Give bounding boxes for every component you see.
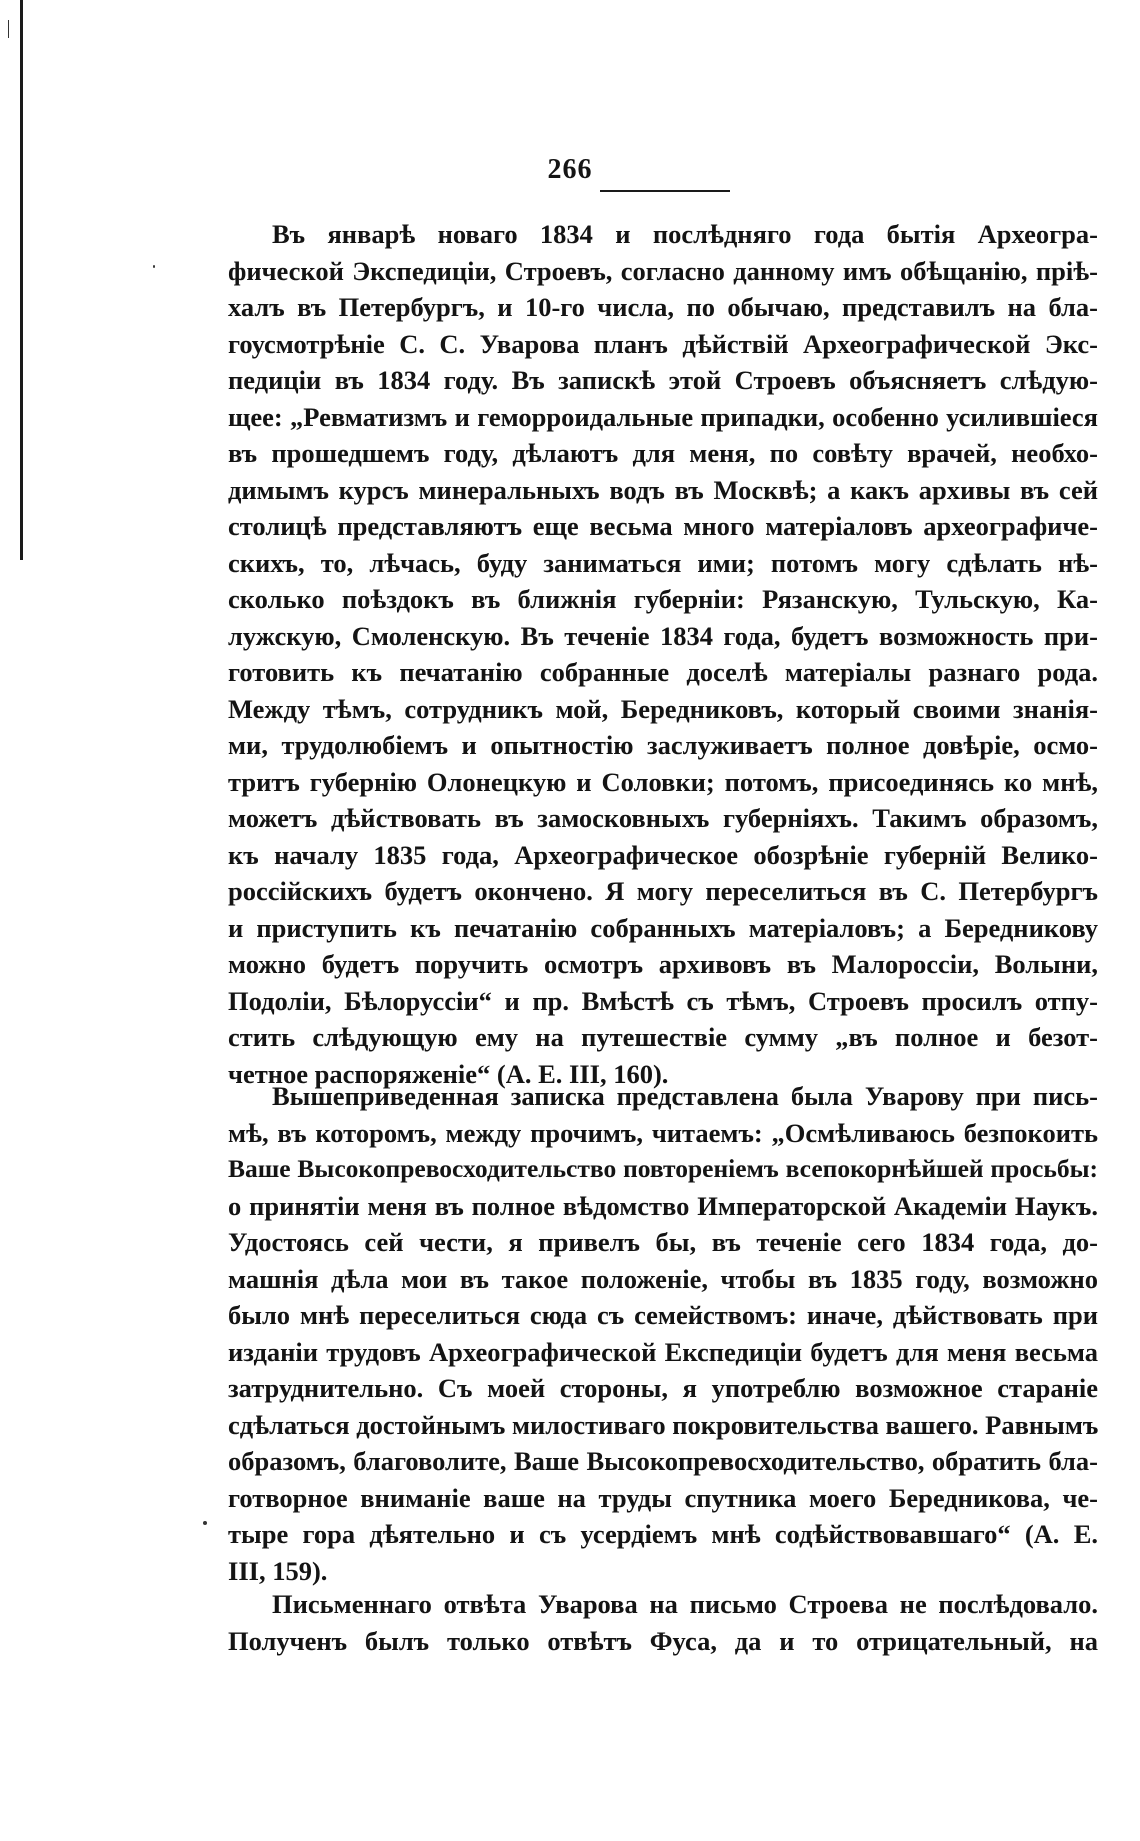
text-line: III, 159).: [228, 1555, 328, 1586]
text-line: педиціи въ 1834 году. Въ запискѣ этой Строевъ объясняетъ слѣдую-: [228, 365, 1098, 395]
scan-edge-rule: [20, 0, 23, 560]
paragraph-3: [228, 1586, 1098, 1659]
text-line: можно будетъ поручить осмотръ архивовъ въ Малороссіи, Волыни,: [228, 949, 1098, 979]
text-line: стить слѣдующую ему на путешествіе сумму „въ полное и безот-: [228, 1022, 1098, 1052]
page-number: 266: [547, 154, 593, 185]
text-line: изданіи трудовъ Археографической Експедиціи будетъ для меня весьма: [228, 1336, 1098, 1367]
text-line: Удостоясь сей чести, я привелъ бы, въ теченіе сего 1834 года, до-: [228, 1227, 1098, 1257]
text-line: Въ январѣ новаго 1834 и послѣдняго года бытія Археогра-: [272, 219, 1098, 249]
text-line: о принятіи меня въ полное вѣдомство Императорской Академіи Наукъ.: [228, 1190, 1098, 1221]
text-line: машнія дѣла мои въ такое положеніе, чтобы въ 1835 году, возможно: [228, 1263, 1098, 1294]
text-line: столицѣ представляютъ еще весьма много матеріаловъ археографиче-: [228, 511, 1098, 541]
text-line: скихъ, то, лѣчась, буду заниматься ими; потомъ могу сдѣлать нѣ-: [228, 547, 1098, 578]
text-line: халъ въ Петербургъ, и 10-го числа, по обычаю, представилъ на бла-: [228, 292, 1098, 322]
text-line: щее: „Ревматизмъ и геморроидальные припадки, особенно усилившіеся: [228, 401, 1098, 432]
text-line: димымъ курсъ минеральныхъ водъ въ Москвѣ; а какъ архивы въ сей: [228, 474, 1098, 505]
text-line: гоусмотрѣніе С. С. Уварова планъ дѣйствій Археографической Экс-: [228, 328, 1098, 359]
text-line: Подоліи, Бѣлоруссіи“ и пр. Вмѣстѣ съ тѣмъ, Строевъ просилъ отпу-: [228, 985, 1098, 1016]
text-line: сколько поѣздокъ въ ближнія губерніи: Рязанскую, Тульскую, Ка-: [228, 584, 1098, 614]
paragraph-1: [228, 216, 1098, 1092]
scan-edge-mark: [8, 20, 9, 38]
page-number-rule: [600, 190, 730, 192]
text-line: къ началу 1835 года, Археографическое обозрѣніе губерній Велико-: [228, 839, 1098, 870]
text-line: и приступить къ печатанію собранныхъ матеріаловъ; а Бередникову: [228, 912, 1098, 943]
text-line: Ваше Высокопревосходительство повтореніемъ всепокорнѣйшей просьбы:: [228, 1154, 1098, 1183]
text-line: лужскую, Смоленскую. Въ теченіе 1834 года, будетъ возможность при-: [228, 620, 1098, 651]
text-line: образомъ, благоволите, Ваше Высокопревосходительство, обратить бла-: [228, 1446, 1098, 1476]
scan-speck: [153, 265, 155, 268]
text-line: можетъ дѣйствовать въ замосковныхъ губерніяхъ. Такимъ образомъ,: [228, 803, 1098, 833]
text-line: фической Экспедиціи, Строевъ, согласно данному имъ обѣщанію, пріѣ-: [228, 255, 1098, 286]
text-line: сдѣлаться достойнымъ милостиваго покровительства вашего. Равнымъ: [228, 1409, 1099, 1440]
paragraph-2: [228, 1078, 1098, 1589]
text-line: четное распоряженіе“ (А. Е. III, 160).: [228, 1058, 669, 1089]
text-line: Вышеприведенная записка представлена была Уварову при пись-: [272, 1081, 1098, 1111]
text-line: ми, трудолюбіемъ и опытностію заслуживаетъ полное довѣріе, осмо-: [228, 730, 1098, 760]
text-line: россійскихъ будетъ окончено. Я могу переселиться въ С. Петербургъ: [228, 876, 1098, 906]
text-line: Письменнаго отвѣта Уварова на письмо Строева не послѣдовало.: [272, 1589, 1098, 1619]
text-line: готовить къ печатанію собранные доселѣ матеріалы разнаго рода.: [228, 657, 1098, 687]
text-line: тыре гора дѣятельно и съ усердіемъ мнѣ содѣйствовавшаго“ (А. Е.: [228, 1519, 1098, 1549]
scan-speck: [203, 1521, 207, 1525]
text-line: готворное вниманіе ваше на труды спутника моего Бередникова, че-: [228, 1482, 1098, 1513]
text-line: Полученъ былъ только отвѣтъ Фуса, да и то отрицательный, на: [228, 1625, 1098, 1656]
text-line: мѣ, въ которомъ, между прочимъ, читаемъ: „Осмѣливаюсь безпокоить: [228, 1117, 1098, 1148]
text-line: затруднительно. Съ моей стороны, я употреблю возможное стараніе: [228, 1373, 1098, 1403]
text-line: было мнѣ переселиться сюда съ семействомъ: иначе, дѣйствовать при: [228, 1300, 1098, 1330]
text-line: тритъ губернію Олонецкую и Соловки; потомъ, присоединясь ко мнѣ,: [228, 766, 1098, 797]
text-line: Между тѣмъ, сотрудникъ мой, Бередниковъ, который своими знанія-: [228, 693, 1098, 724]
text-line: въ прошедшемъ году, дѣлаютъ для меня, по совѣту врачей, необхо-: [228, 438, 1098, 468]
